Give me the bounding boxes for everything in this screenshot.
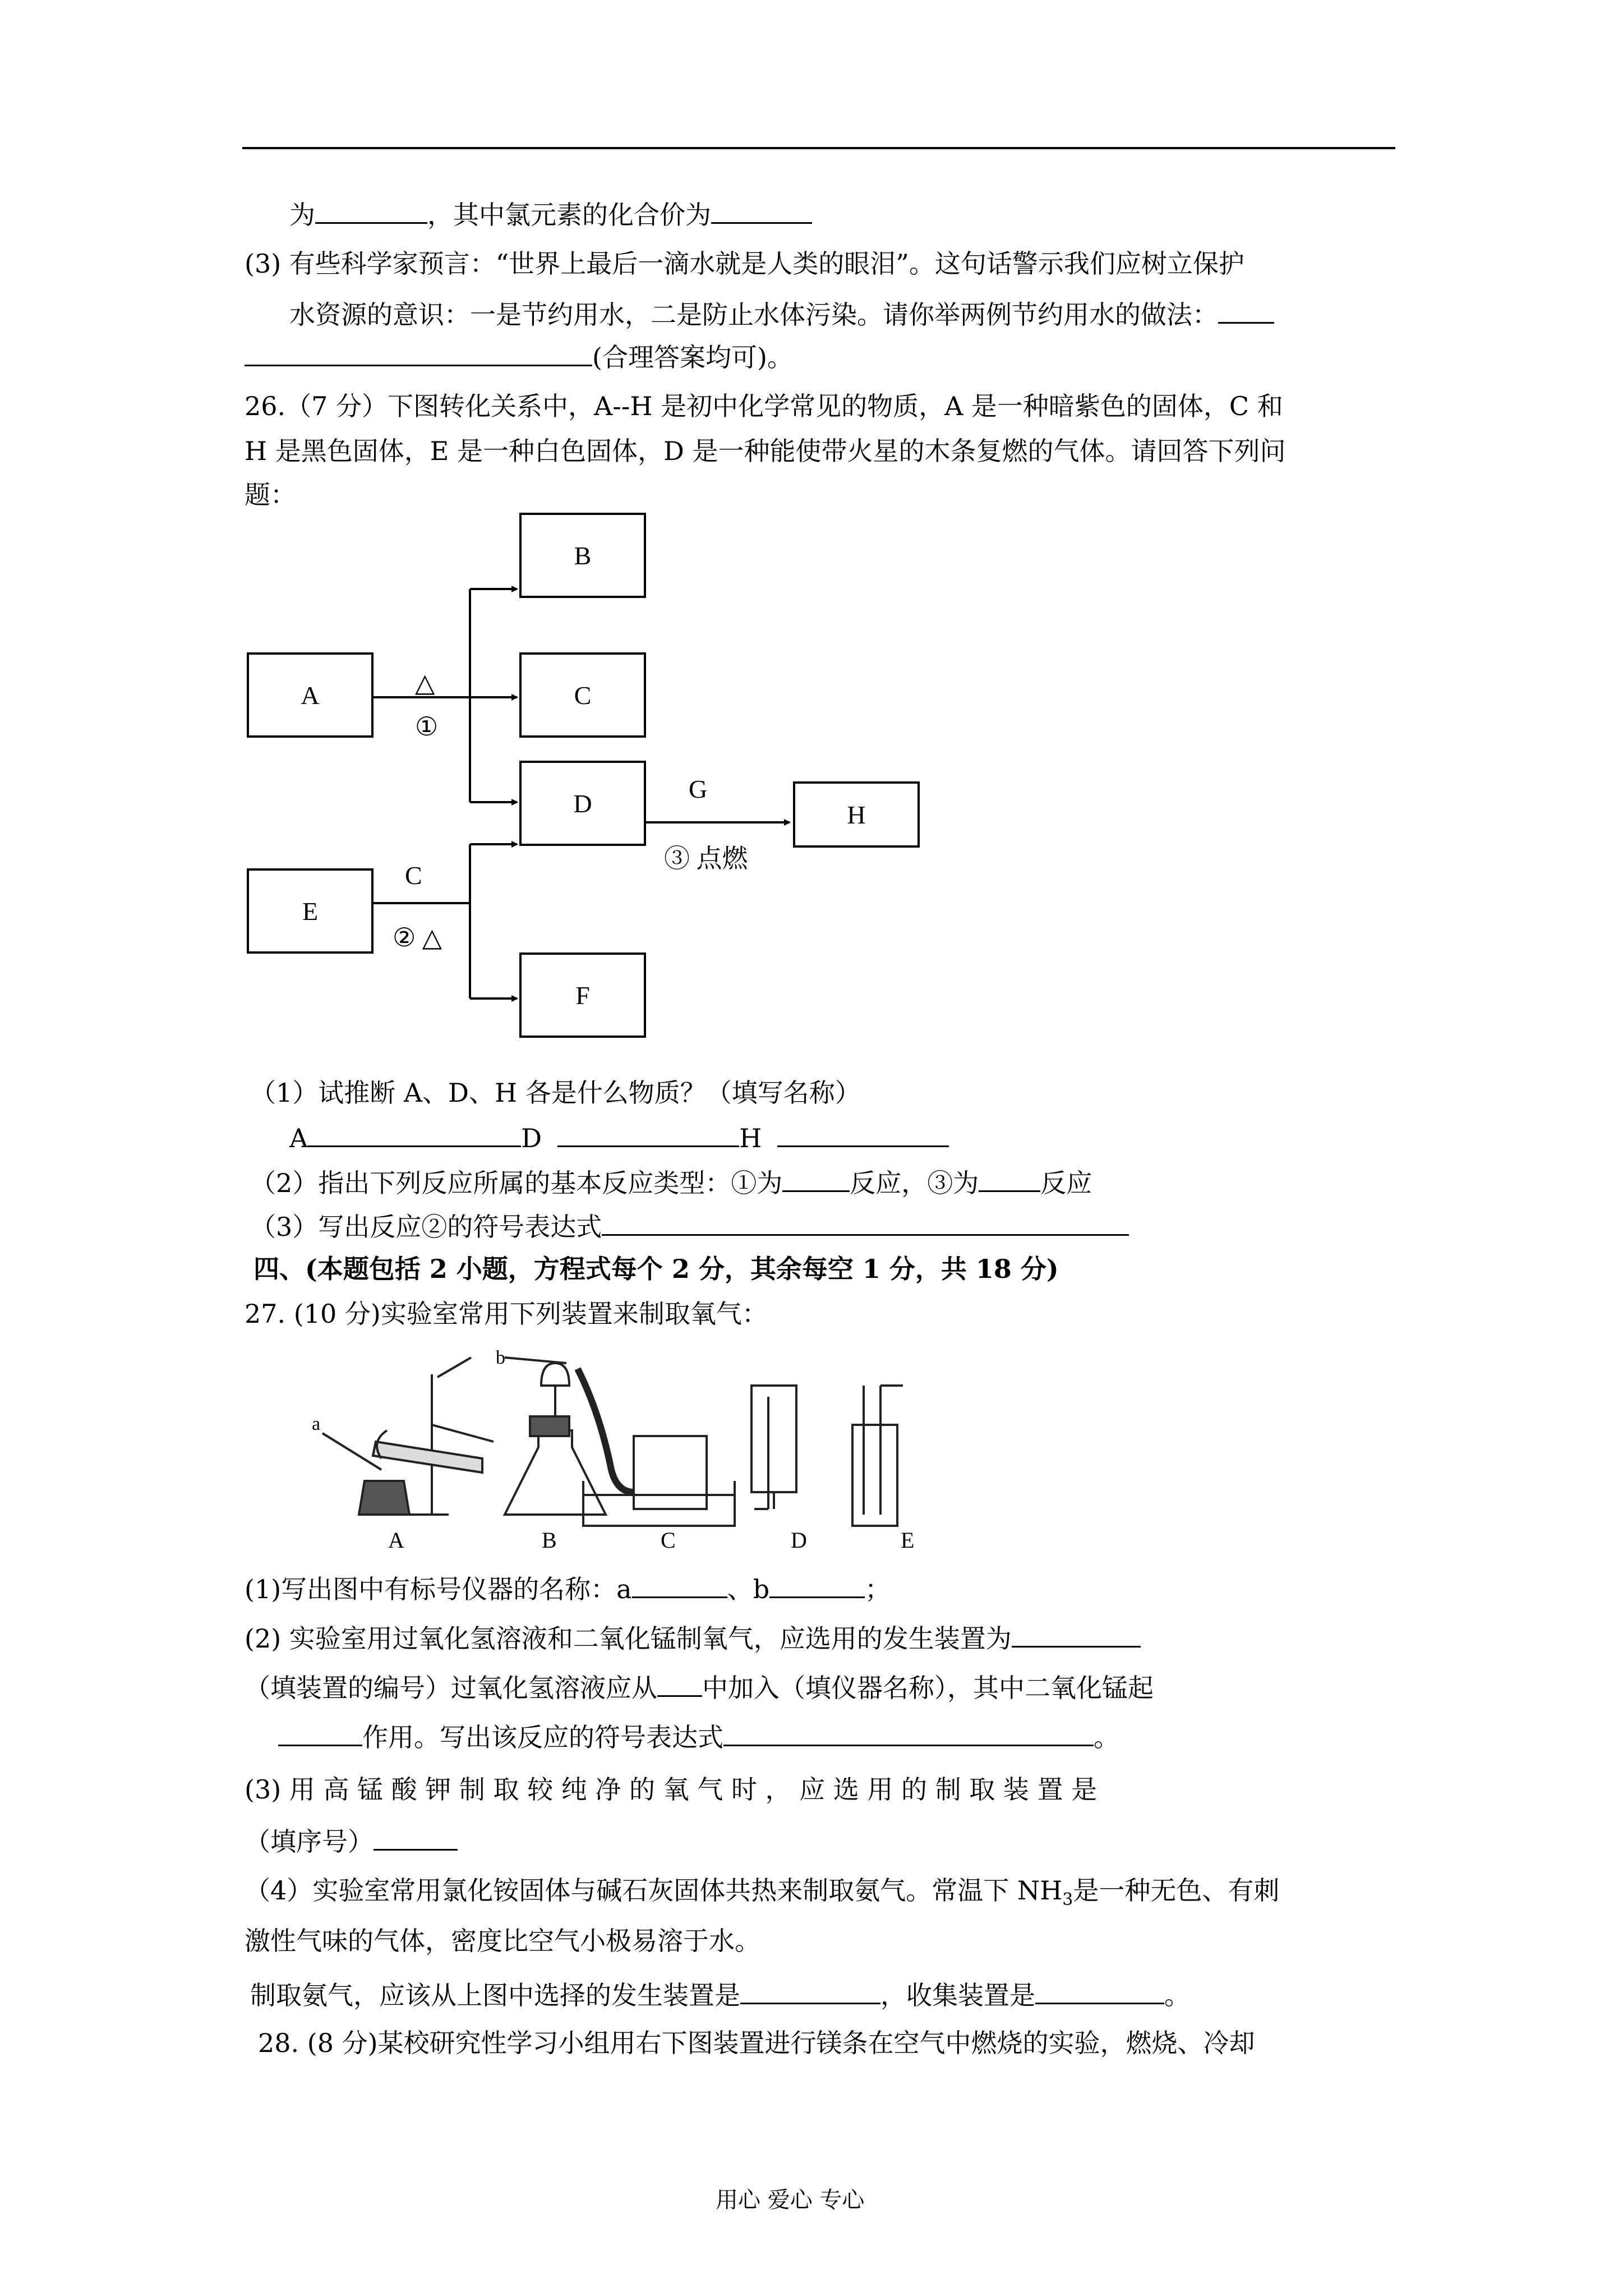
text: D <box>521 1123 542 1153</box>
text: ； <box>865 1574 891 1604</box>
text: A <box>289 1123 308 1153</box>
q27-2-line3 <box>278 1719 1119 1754</box>
text: （2）指出下列反应所属的基本反应类型：①为 <box>250 1168 783 1198</box>
apparatus-label-A: A <box>388 1527 404 1553</box>
answer-blank[interactable] <box>740 1977 880 2004</box>
box-B: B <box>519 513 646 598</box>
answer-blank[interactable] <box>657 1669 702 1697</box>
text: (合理答案均可)。 <box>592 342 793 372</box>
text: ，其中氯元素的化合价为 <box>427 200 711 230</box>
text: 制取氨气，应该从上图中选择的发生装置是 <box>250 1980 740 2010</box>
subscript: 3 <box>1062 1890 1073 1910</box>
apparatus-label-C: C <box>661 1527 676 1553</box>
text: 水资源的意识：一是节约用水，二是防止水体污染。请你举两例节约用水的做法： <box>289 300 1218 330</box>
arrow2-condition: ② △ <box>393 923 442 952</box>
q27-4-line1 <box>245 1874 1279 1917</box>
text: （4）实验室常用氯化铵固体与碱石灰固体共热来制取氨气。常温下 NH <box>245 1875 1063 1906</box>
text: 反应 <box>1040 1168 1092 1198</box>
answer-blank[interactable] <box>374 1823 458 1851</box>
q28-text: 28. (8 分)某校研究性学习小组用右下图装置进行镁条在空气中燃烧的实验，燃烧、冷却 <box>258 2028 1255 2058</box>
q26-intro-3: 题： <box>245 480 296 510</box>
answer-blank-b[interactable] <box>769 1571 865 1598</box>
text: 为 <box>289 200 315 230</box>
q26-1-text: （1）试推断 A、D、H 各是什么物质？（填写名称） <box>250 1078 861 1108</box>
box-F: F <box>519 953 646 1038</box>
text: （3）写出反应②的符号表达式 <box>250 1212 602 1242</box>
text: 是一种无色、有刺 <box>1073 1875 1280 1906</box>
q26-intro-1: 26.（7 分）下图转化关系中，A--H 是初中化学常见的物质，A 是一种暗紫色的固体，C 和 <box>245 391 1283 421</box>
pointer-a: a <box>312 1414 321 1434</box>
text: 、b <box>727 1574 770 1604</box>
answer-blank[interactable] <box>1035 1977 1164 2004</box>
q27-3-text: (3) 用 高 锰 酸 钾 制 取 较 纯 净 的 氧 气 时 ， 应 选 用 的 制 取 装 置 是 <box>245 1774 1098 1805</box>
box-H: H <box>793 781 920 848</box>
box-A: A <box>247 652 374 738</box>
arrow3-condition: ③ 点燃 <box>664 844 748 873</box>
q27-1-line <box>245 1571 891 1606</box>
answer-blank-a[interactable] <box>632 1571 727 1598</box>
arrow1-number: ① <box>415 712 439 741</box>
page-footer: 用心 爱心 专心 <box>716 2187 865 2213</box>
box-C: C <box>519 652 646 738</box>
box-E: E <box>247 868 374 954</box>
q25-3-text: (3) 有些科学家预言：“世界上最后一滴水就是人类的眼泪”。这句话警示我们应树立保护 <box>245 249 1244 279</box>
text: (2) 实验室用过氧化氢溶液和二氧化锰制氧气，应选用的发生装置为 <box>245 1623 1012 1654</box>
arrow1-condition: △ <box>415 669 435 697</box>
q27-4-line3 <box>250 1977 1190 2012</box>
text: ，收集装置是 <box>880 1980 1035 2010</box>
text: 反应，③为 <box>850 1168 979 1198</box>
text: 。 <box>1164 1980 1190 2010</box>
section-4-heading: 四、(本题包括 2 小题，方程式每个 2 分，其余每空 1 分，共 18 分) <box>253 1254 1059 1284</box>
apparatus-label-D: D <box>791 1527 807 1553</box>
apparatus-label-B: B <box>542 1527 557 1553</box>
q26-intro-2: H 是黑色固体，E 是一种白色固体，D 是一种能使带火星的木条复燃的气体。请回答下列问 <box>245 436 1286 466</box>
text: (1)写出图中有标号仪器的名称：a <box>245 1574 632 1604</box>
q27-2-line1 <box>245 1620 1141 1655</box>
text: （填序号） <box>245 1826 374 1857</box>
pointer-b: b <box>496 1347 505 1368</box>
q27-4-line2: 激性气味的气体，密度比空气小极易溶于水。 <box>245 1926 760 1956</box>
box-D: D <box>519 761 646 846</box>
answer-blank[interactable] <box>278 1719 362 1746</box>
q27-intro: 27. (10 分)实验室常用下列装置来制取氧气： <box>245 1299 768 1329</box>
arrow2-reactant: C <box>405 861 422 890</box>
text: 作用。写出该反应的符号表达式 <box>362 1722 723 1752</box>
arrow3-reactant: G <box>689 775 708 803</box>
apparatus-label-E: E <box>901 1527 915 1553</box>
answer-blank[interactable] <box>723 1719 1094 1746</box>
text: （填装置的编号）过氧化氢溶液应从 <box>245 1673 657 1703</box>
q27-3-line2 <box>245 1823 458 1858</box>
answer-blank[interactable] <box>1012 1620 1141 1648</box>
text: 中加入（填仪器名称），其中二氧化锰起 <box>702 1673 1154 1703</box>
text: 。 <box>1094 1722 1119 1752</box>
q27-2-line2 <box>245 1669 1154 1705</box>
text: H <box>739 1123 762 1153</box>
